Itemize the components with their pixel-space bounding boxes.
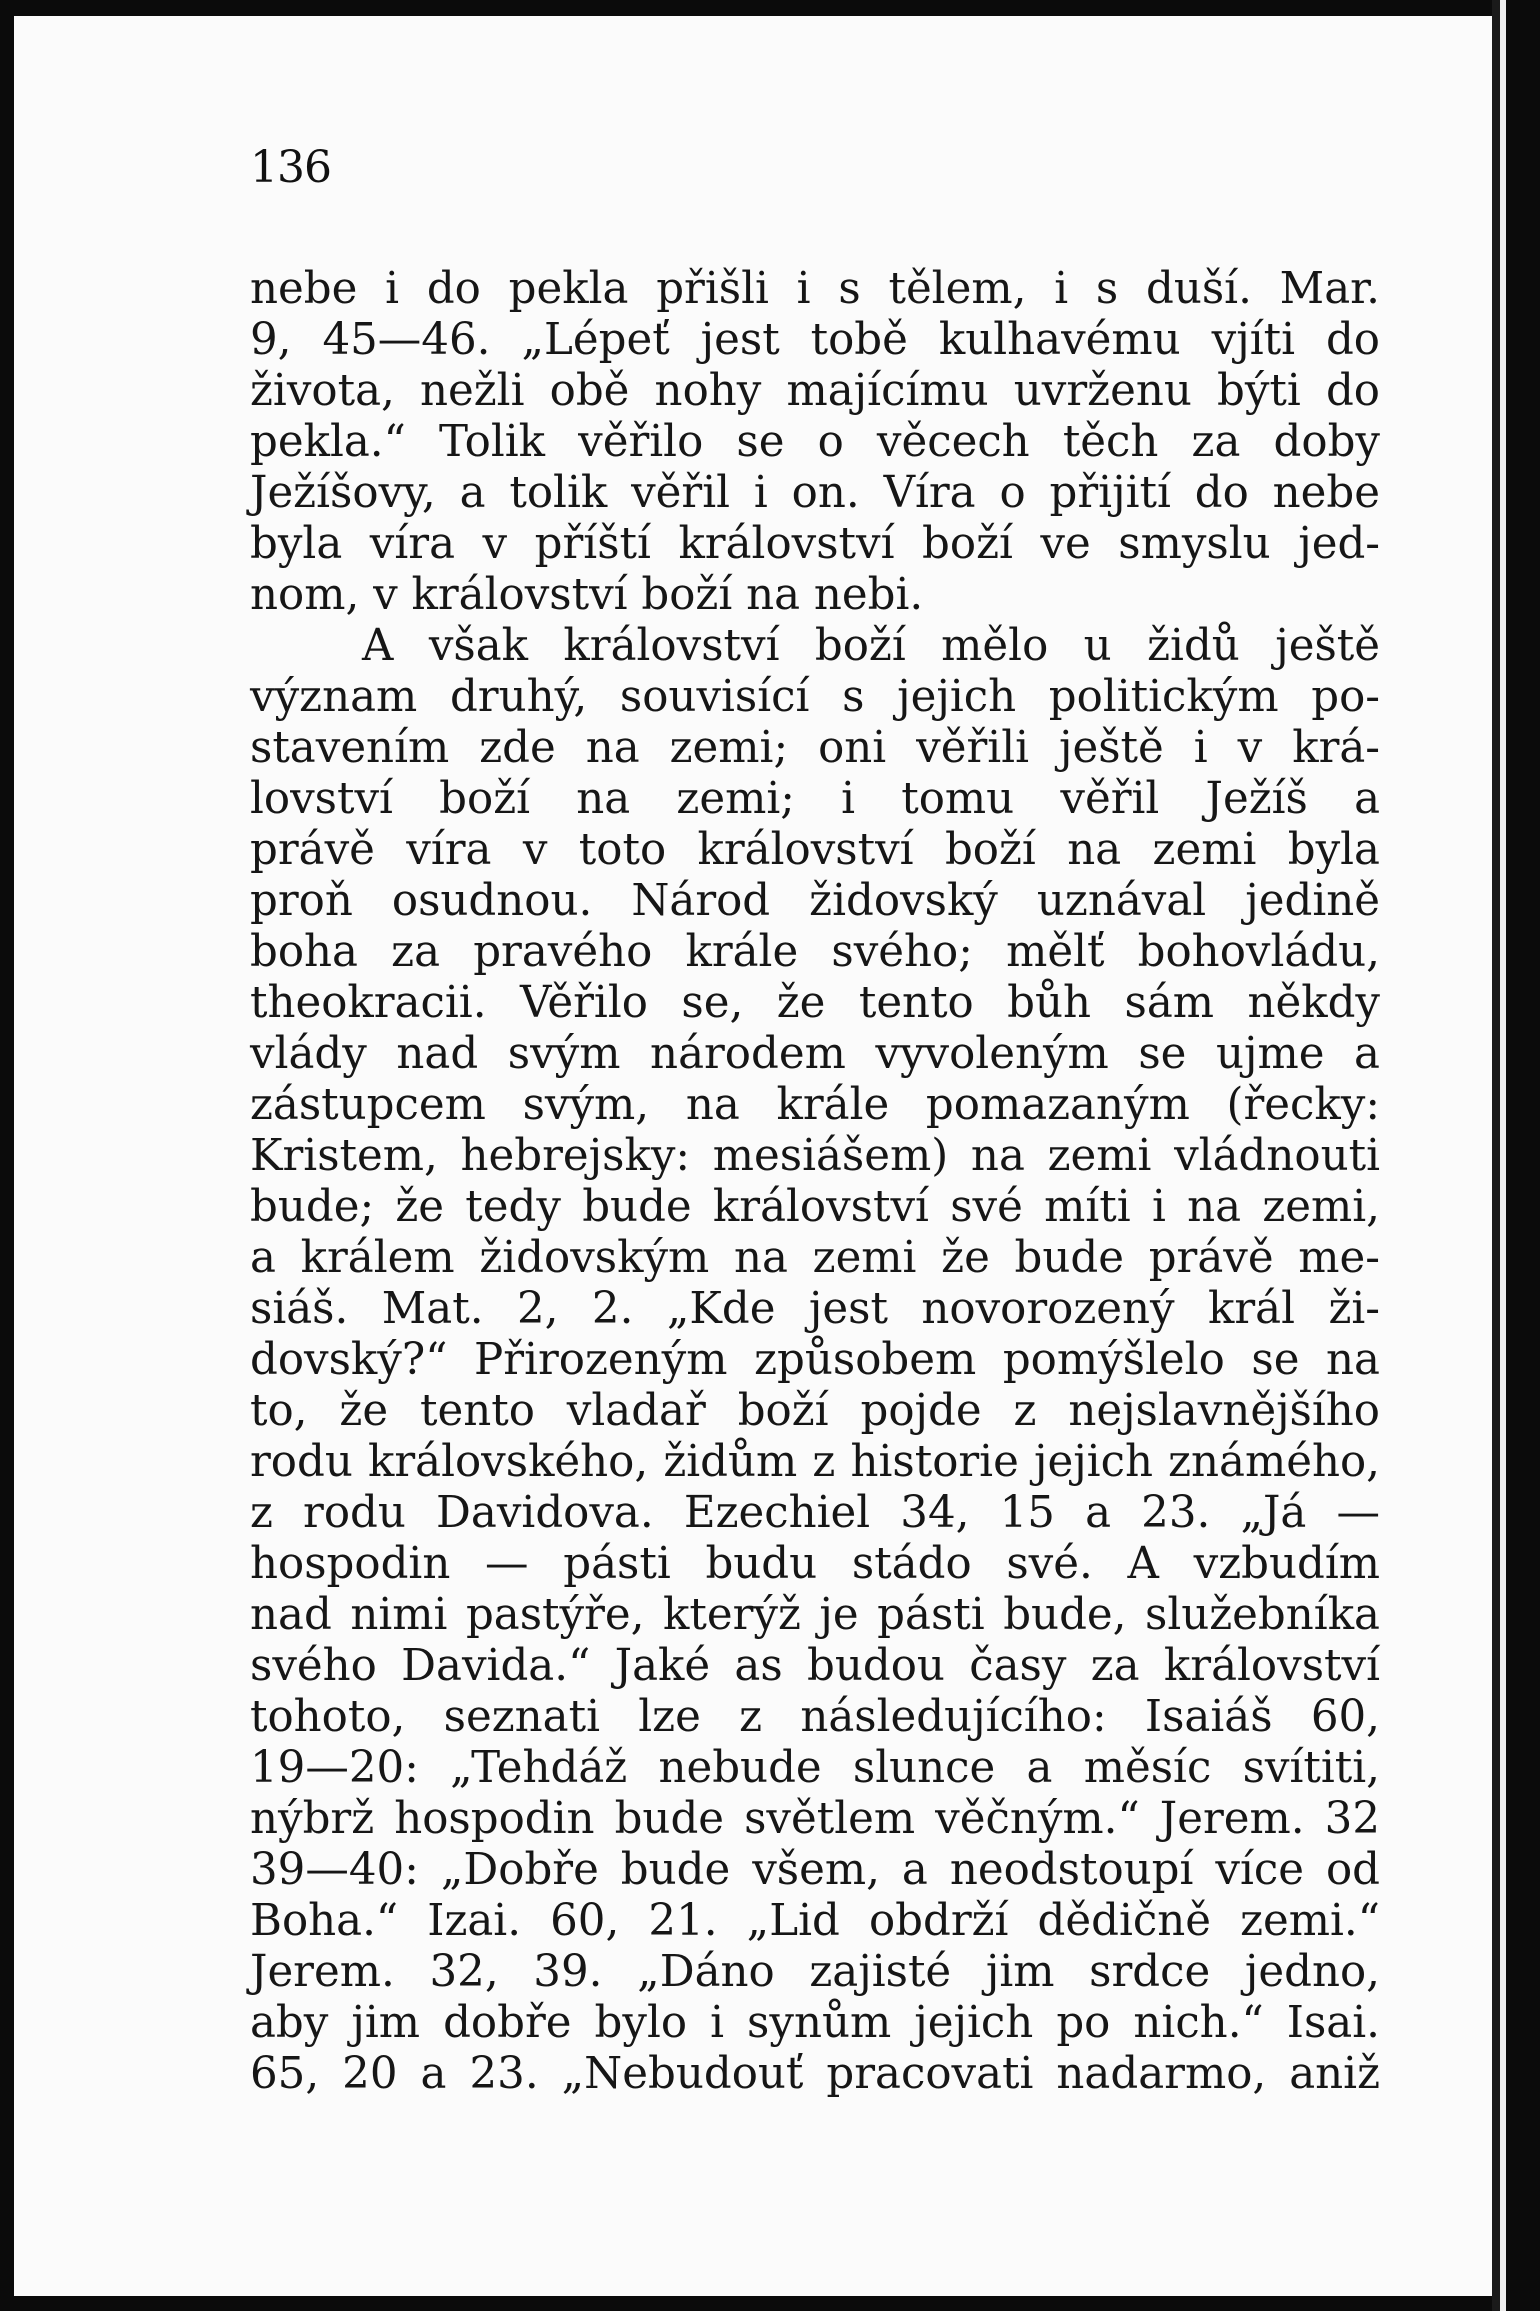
text-line: Jerem. 32, 39. „Dáno zajisté jim srdce jedno, <box>250 1947 1380 1997</box>
text-line: to, že tento vladař boží pojde z nejslavnějšího <box>250 1386 1380 1436</box>
text-line: nebe i do pekla přišli i s tělem, i s duší. Mar. <box>250 264 1380 314</box>
text-line: svého Davida.“ Jaké as budou časy za království <box>250 1641 1380 1691</box>
text-line: tohoto, seznati lze z následujícího: Isaiáš 60, <box>250 1692 1380 1742</box>
text-line: lovství boží na zemi; i tomu věřil Ježíš a <box>250 774 1380 824</box>
text-line: právě víra v toto království boží na zemi byla <box>250 825 1380 875</box>
text-line: siáš. Mat. 2, 2. „Kde jest novorozený král ži- <box>250 1284 1380 1334</box>
text-line: 39—40: „Dobře bude všem, a neodstoupí více od <box>250 1845 1380 1895</box>
text-line: theokracii. Věřilo se, že tento bůh sám někdy <box>250 978 1380 1028</box>
text-line: nom, v království boží na nebi. <box>250 570 924 620</box>
text-line: pekla.“ Tolik věřilo se o věcech těch za doby <box>250 417 1380 467</box>
text-line: nýbrž hospodin bude světlem věčným.“ Jerem. 32 <box>250 1794 1380 1844</box>
text-line: aby jim dobře bylo i synům jejich po nich.“ Isai. <box>250 1998 1380 2048</box>
text-line: stavením zde na zemi; oni věřili ještě i v krá- <box>250 723 1380 773</box>
text-line: boha za pravého krále svého; mělť bohovládu, <box>250 927 1380 977</box>
text-line: význam druhý, souvisící s jejich politickým po- <box>250 672 1380 722</box>
text-line: rodu královského, židům z historie jejich známého, <box>250 1437 1380 1487</box>
text-line: 19—20: „Tehdáž nebude slunce a měsíc svítiti, <box>250 1743 1380 1793</box>
page-edge <box>1492 0 1540 2311</box>
text-line: proň osudnou. Národ židovský uznával jedině <box>250 876 1380 926</box>
text-line: A však království boží mělo u židů ještě <box>362 621 1380 671</box>
text-line: zástupcem svým, na krále pomazaným (řecky: <box>250 1080 1380 1130</box>
text-line: života, nežli obě nohy majícímu uvrženu býti do <box>250 366 1380 416</box>
text-line: Boha.“ Izai. 60, 21. „Lid obdrží dědičně zemi.“ <box>250 1896 1380 1946</box>
text-line: a králem židovským na zemi že bude právě me- <box>250 1233 1380 1283</box>
text-line: 9, 45—46. „Lépeť jest tobě kulhavému vjíti do <box>250 315 1380 365</box>
text-line: hospodin — pásti budu stádo své. A vzbudím <box>250 1539 1380 1589</box>
text-line: bude; že tedy bude království své míti i na zemi, <box>250 1182 1380 1232</box>
text-line: vlády nad svým národem vyvoleným se ujme a <box>250 1029 1380 1079</box>
text-line: z rodu Davidova. Ezechiel 34, 15 a 23. „Já — <box>250 1488 1380 1538</box>
text-line: dovský?“ Přirozeným způsobem pomýšlelo se na <box>250 1335 1380 1385</box>
text-line: 65, 20 a 23. „Nebudouť pracovati nadarmo, aniž <box>250 2049 1380 2099</box>
text-line: Kristem, hebrejsky: mesiášem) na zemi vládnouti <box>250 1131 1380 1181</box>
text-line: Ježíšovy, a tolik věřil i on. Víra o přijití do nebe <box>250 468 1380 518</box>
body-text <box>250 264 1380 2100</box>
book-page <box>14 16 1492 2296</box>
text-line: nad nimi pastýře, kterýž je pásti bude, služebníka <box>250 1590 1380 1640</box>
page-number: 136 <box>250 142 331 193</box>
text-line: byla víra v příští království boží ve smyslu jed- <box>250 519 1380 569</box>
